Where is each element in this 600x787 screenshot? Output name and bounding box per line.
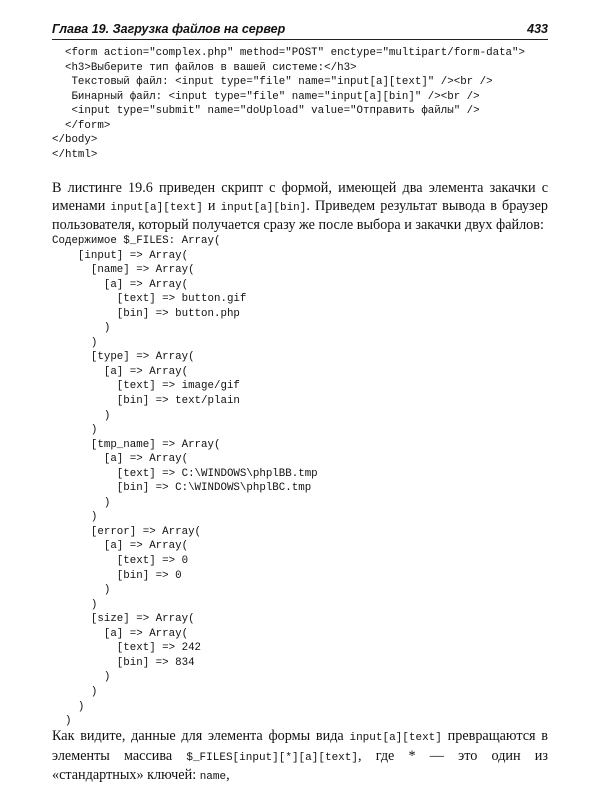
code-line: ) bbox=[52, 685, 98, 698]
code-line: [a] => Array( bbox=[52, 278, 189, 291]
code-line: </form> bbox=[52, 119, 111, 132]
code-line: ) bbox=[52, 715, 72, 728]
code-line: <input type="submit" name="doUpload" value="Отправить файлы" /> bbox=[52, 105, 480, 117]
code-line: [text] => button.gif bbox=[52, 293, 247, 306]
code-line: [bin] => button.php bbox=[52, 307, 240, 320]
code-line: ) bbox=[52, 409, 111, 422]
text-segment: , bbox=[226, 767, 230, 783]
code-line: [text] => 0 bbox=[52, 555, 189, 568]
code-line: ) bbox=[52, 584, 111, 597]
paragraph-explanation bbox=[52, 728, 548, 787]
code-line: </body> bbox=[52, 134, 98, 146]
code-line: <h3>Выберите тип файлов в вашей системе:</h3> bbox=[52, 61, 357, 74]
code-line: [a] => Array( bbox=[52, 453, 189, 466]
chapter-title: Глава 19. Загрузка файлов на сервер bbox=[52, 22, 286, 36]
code-line: ) bbox=[52, 496, 111, 509]
code-line: ) bbox=[52, 700, 85, 713]
code-line: [tmp_name] => Array( bbox=[52, 438, 221, 451]
code-line: ) bbox=[52, 424, 98, 437]
code-line: [bin] => 834 bbox=[52, 656, 195, 669]
code-line: [text] => 242 bbox=[52, 642, 202, 655]
code-line: [name] => Array( bbox=[52, 264, 195, 277]
inline-code: input[a][bin] bbox=[220, 201, 307, 214]
code-line: [type] => Array( bbox=[52, 351, 195, 364]
inline-code: input[a][text] bbox=[349, 732, 442, 744]
code-line: Содержимое $_FILES: Array( bbox=[52, 235, 221, 247]
inline-code: name bbox=[199, 771, 227, 783]
code-line: [text] => image/gif bbox=[52, 380, 240, 393]
text-segment: и bbox=[202, 197, 221, 214]
text-segment: , где * — это один из «стандартных» ключей: bbox=[52, 747, 548, 783]
text-segment: превращаются в элементы массива bbox=[52, 728, 548, 764]
page-header bbox=[52, 22, 548, 40]
code-line: Бинарный файл: <input type="file" name="input[a][bin]" /><br /> bbox=[52, 90, 480, 103]
inline-code: $_FILES[input][*][a][text] bbox=[186, 751, 358, 764]
code-line: [error] => Array( bbox=[52, 525, 202, 538]
code-line: [bin] => C:\WINDOWS\phplBC.tmp bbox=[52, 482, 312, 495]
inline-code: input[a][text] bbox=[110, 201, 203, 214]
code-line: Текстовый файл: <input type="file" name="input[a][text]" /><br /> bbox=[52, 76, 493, 88]
code-line: [bin] => 0 bbox=[52, 569, 182, 582]
code-line: ) bbox=[52, 598, 98, 611]
paragraph-listing-intro bbox=[52, 180, 548, 235]
code-line: </html> bbox=[52, 148, 98, 161]
code-line: [bin] => text/plain bbox=[52, 395, 240, 408]
files-array-output bbox=[52, 234, 318, 729]
text-segment: . Приведем результат вывода в браузер пользователя, который получается сразу же после выбора и закачки двух файлов: bbox=[52, 197, 549, 233]
html-form-listing bbox=[52, 46, 525, 162]
code-line: <form action="complex.php" method="POST" enctype="multipart/form-data"> bbox=[52, 47, 525, 59]
code-line: ) bbox=[52, 322, 111, 335]
page-number: 433 bbox=[527, 22, 548, 36]
code-line: [a] => Array( bbox=[52, 365, 189, 378]
text-segment: Как видите, данные для элемента формы вида bbox=[52, 728, 350, 744]
text-segment: В листинге 19.6 приведен скрипт с формой, имеющей два элемента закачки с именами bbox=[52, 180, 548, 214]
code-line: [input] => Array( bbox=[52, 249, 189, 262]
code-line: ) bbox=[52, 671, 111, 684]
code-line: ) bbox=[52, 336, 98, 349]
code-line: ) bbox=[52, 511, 98, 524]
code-line: [size] => Array( bbox=[52, 613, 195, 626]
code-line: [a] => Array( bbox=[52, 627, 189, 640]
code-line: [a] => Array( bbox=[52, 540, 189, 553]
code-line: [text] => C:\WINDOWS\phplBB.tmp bbox=[52, 467, 318, 480]
